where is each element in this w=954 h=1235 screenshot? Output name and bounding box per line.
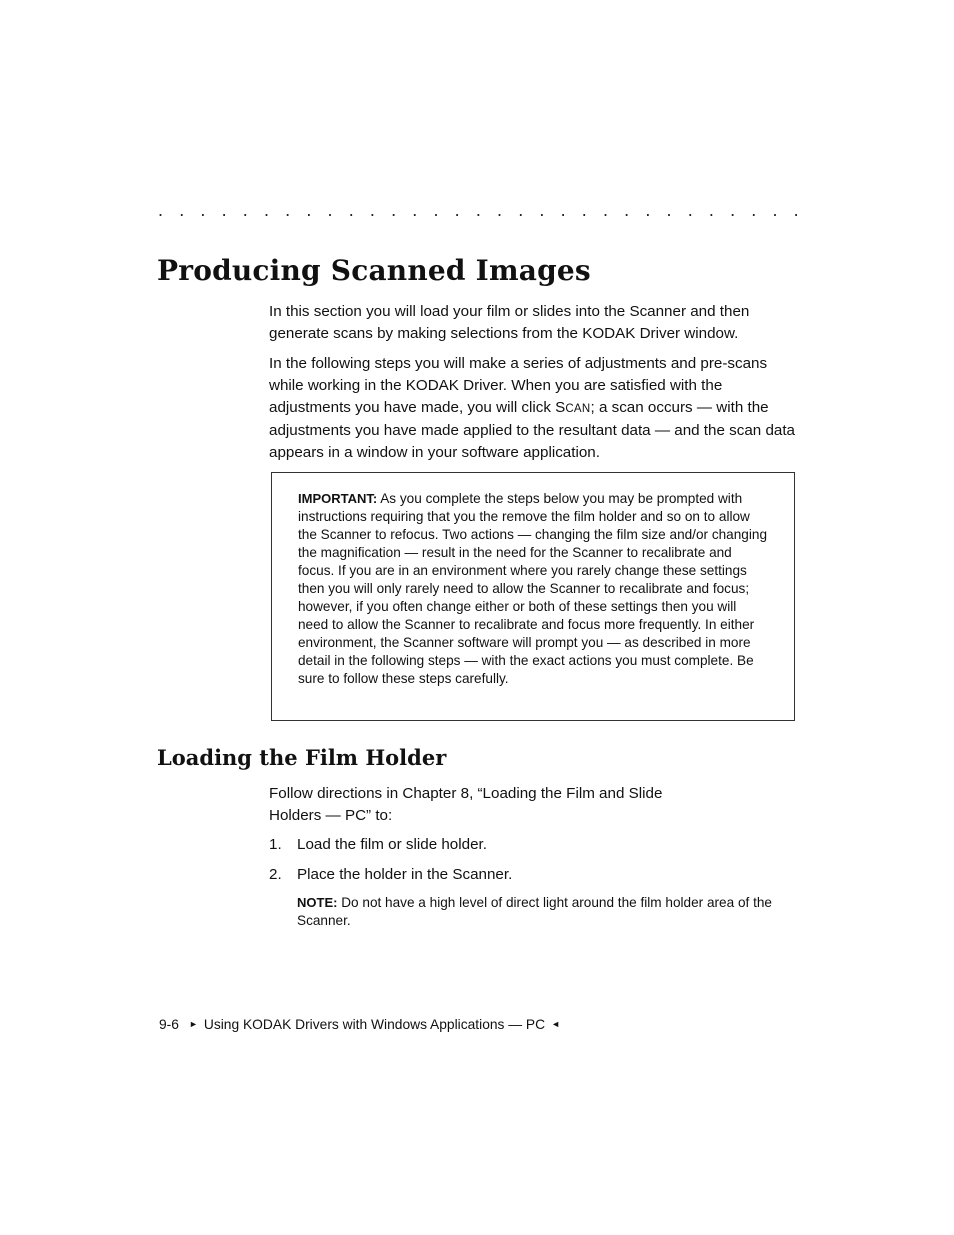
dot: .: [369, 200, 375, 220]
intro-line-2: Holders — PC” to:: [269, 807, 393, 824]
list-item-number: 2.: [269, 866, 282, 883]
dot: .: [687, 200, 693, 220]
dot: .: [602, 200, 608, 220]
dot: .: [263, 200, 269, 220]
dot: .: [285, 200, 291, 220]
page-title: Producing Scanned Images: [157, 254, 591, 287]
dot: .: [793, 200, 799, 220]
list-item-number: 1.: [269, 836, 282, 853]
dot: .: [306, 200, 312, 220]
list-item-text: Load the film or slide holder.: [297, 836, 487, 853]
dot: .: [645, 200, 651, 220]
dot: .: [348, 200, 354, 220]
steps-paragraph-text-1: In the following steps you will make a series of adjustments and pre-scans while working in the KODAK Driver. When you are satisfied with the adjustments you have made, you will click: [269, 355, 768, 416]
running-title: Using KODAK Drivers with Windows Applications — PC: [203, 1017, 546, 1032]
note-text: Do not have a high level of direct light around the film holder area of the Scanner.: [297, 895, 772, 928]
important-label: IMPORTANT:: [298, 491, 378, 506]
dot: .: [581, 200, 587, 220]
important-text: As you complete the steps below you may be prompted with instructions requiring that you the remove the film holder and so on to allow the Scanner to refocus. Two actions — changing the film size and/or changing the magnification — result in the need for the Scanner to recalibrate and focus. If you are in an environment where you rarely change these settings then you will only rarely need to allow the Scanner to recalibrate and focus; however, if you often change either or both of these settings then you will need to allow the Scanner to recalibrate and focus more frequently. In either environment, the Scanner software will prompt you — as described in more detail in the following steps — with the exact actions you must complete. Be sure to follow these steps carefully.: [298, 491, 768, 686]
dot: .: [433, 200, 439, 220]
dot: .: [708, 200, 714, 220]
dot: .: [454, 200, 460, 220]
dot: .: [539, 200, 545, 220]
dot: .: [179, 200, 185, 220]
header-dot-leader: [158, 200, 798, 221]
dot: .: [200, 200, 206, 220]
dot: .: [518, 200, 524, 220]
steps-paragraph: [269, 353, 799, 464]
scan-command-smallcaps: CAN: [565, 403, 591, 415]
dot: .: [497, 200, 503, 220]
dot: .: [666, 200, 672, 220]
dot: .: [475, 200, 481, 220]
steps-paragraph-text-2: ; a scan occurs — with the adjustments you have made applied to the resultant data — and the scan data appears in a window in your software application.: [269, 399, 796, 461]
list-item-text: Place the holder in the Scanner.: [297, 866, 513, 883]
dot: .: [327, 200, 333, 220]
page-footer: [159, 1017, 560, 1032]
dot: .: [391, 200, 397, 220]
scan-command-initial: S: [555, 399, 566, 416]
dot: .: [412, 200, 418, 220]
important-box: [271, 472, 795, 721]
page-number: 9-6: [159, 1017, 179, 1032]
list-item: [269, 864, 799, 886]
dot: .: [221, 200, 227, 220]
dot: .: [730, 200, 736, 220]
intro-line-1: Follow directions in Chapter 8, “Loading the Film and Slide: [269, 785, 663, 802]
dot: .: [772, 200, 778, 220]
note-label: NOTE:: [297, 895, 338, 910]
subsection-intro: [269, 783, 799, 827]
triangle-right-icon: ►: [188, 1019, 198, 1029]
intro-paragraph: In this section you will load your film or slides into the Scanner and then generate scans by making selections from the KODAK Driver window.: [269, 303, 750, 342]
dot: .: [242, 200, 248, 220]
dot: .: [158, 200, 164, 220]
dot: .: [624, 200, 630, 220]
list-item: [269, 834, 799, 856]
dot: .: [751, 200, 757, 220]
triangle-left-icon: ◄: [551, 1019, 560, 1029]
dot: .: [560, 200, 566, 220]
note: [297, 894, 797, 930]
section-heading: Loading the Film Holder: [157, 745, 447, 770]
